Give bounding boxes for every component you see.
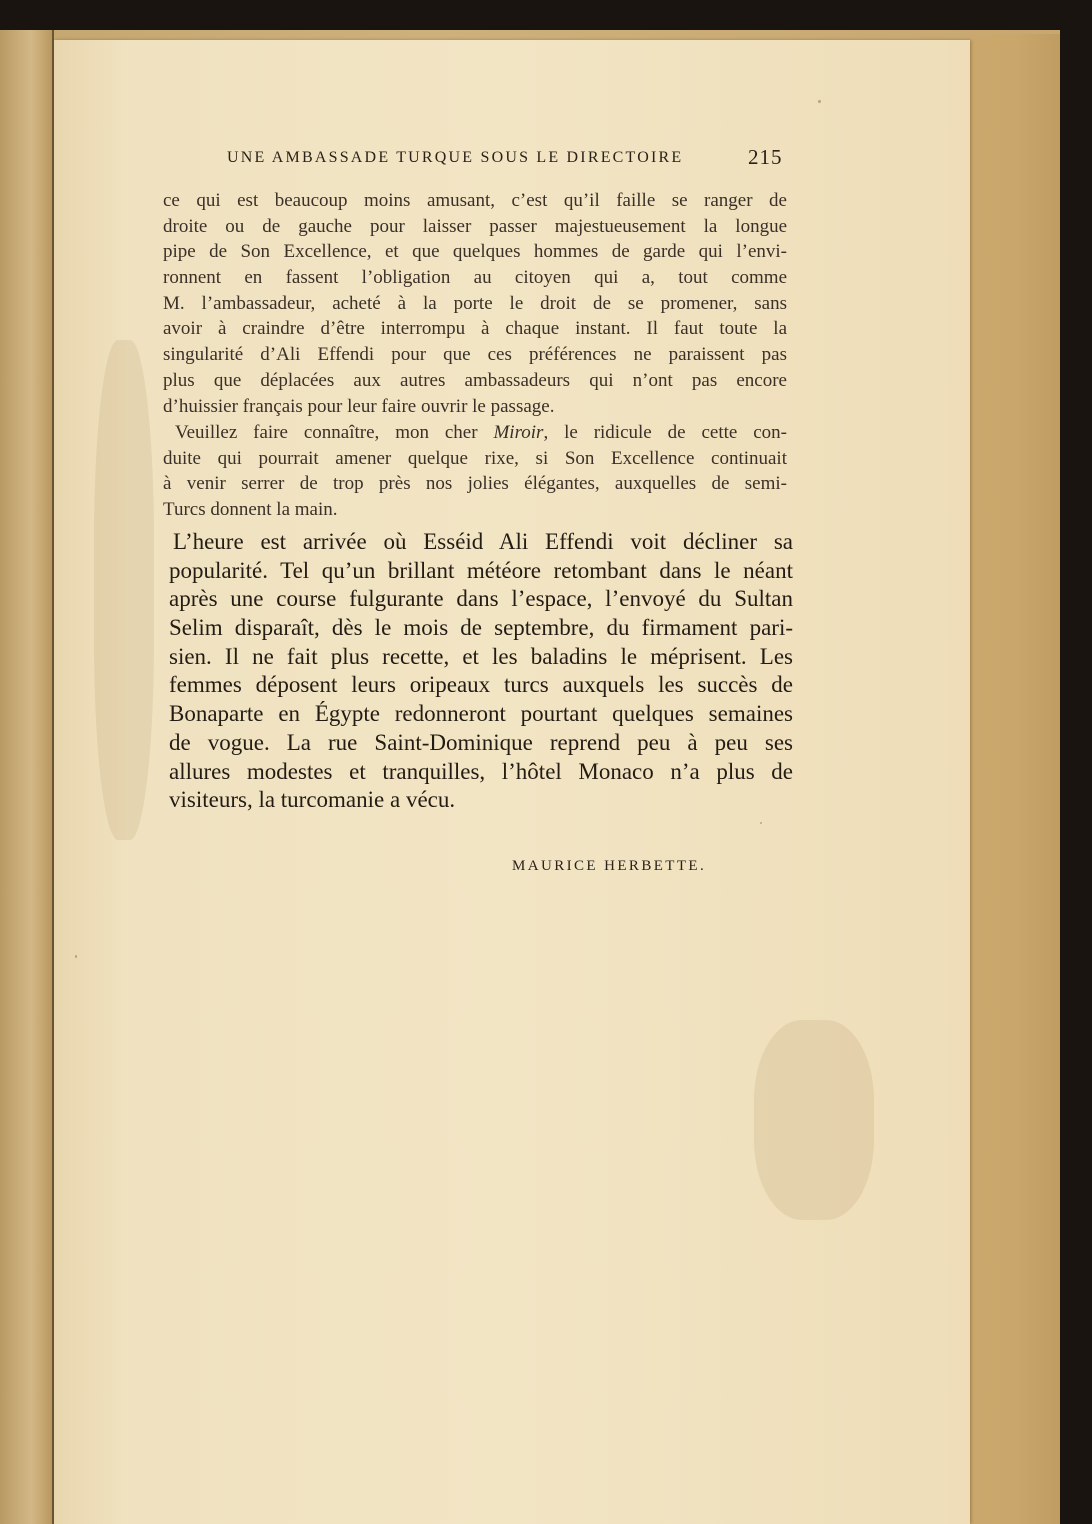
page-number: 215 — [748, 145, 783, 169]
text-line: à venir serrer de trop près nos jolies élégantes, auxquelles de semi- — [163, 473, 787, 495]
italic-title: Miroir — [493, 422, 544, 443]
running-title: UNE AMBASSADE TURQUE SOUS LE DIRECTOIRE — [227, 149, 684, 166]
book-edge-right — [968, 34, 1060, 1524]
text-line: de vogue. La rue Saint-Dominique reprend peu à peu ses — [169, 729, 793, 755]
quoted-passage-2 — [163, 420, 787, 523]
speck — [75, 955, 77, 958]
facing-page-edge — [0, 30, 54, 1524]
text-line — [163, 420, 787, 446]
text-line: plus que déplacées aux autres ambassadeurs qui n’ont pas encore — [163, 369, 787, 391]
text-line: visiteurs, la turcomanie a vécu. — [169, 787, 456, 813]
text-run: Veuillez faire connaître, mon cher — [175, 422, 494, 443]
text-line: femmes déposent leurs oripeaux turcs auxquels les succès de — [169, 672, 793, 698]
text-line: singularité d’Ali Effendi pour que ces préférences ne paraissent pas — [163, 344, 787, 366]
paper-stain — [94, 340, 154, 840]
text-line: ce qui est beaucoup moins amusant, c’est qu’il faille se ranger de — [163, 190, 787, 211]
text-line: avoir à craindre d’être interrompu à chaque instant. Il faut toute la — [163, 318, 787, 340]
text-line: ronnent en fassent l’obligation au citoyen qui a, tout comme — [163, 267, 787, 289]
text-line: duite qui pourrait amener quelque rixe, si Son Excellence continuait — [163, 447, 787, 469]
running-head — [227, 145, 787, 169]
text-line: d’huissier français pour leur faire ouvrir le passage. — [163, 395, 555, 417]
author-signature: MAURICE HERBETTE. — [512, 858, 707, 874]
text-line: Selim disparaît, dès le mois de septembre, du firmament pari- — [169, 615, 793, 641]
text-line: popularité. Tel qu’un brillant météore retombant dans le néant — [169, 557, 793, 583]
body-paragraph — [169, 528, 793, 815]
text-line: allures modestes et tranquilles, l’hôtel Monaco n’a plus de — [169, 758, 793, 784]
text-line: Bonaparte en Égypte redonneront pourtant quelques semaines — [169, 701, 793, 727]
text-line: pipe de Son Excellence, et que quelques hommes de garde qui l’envi- — [163, 241, 787, 263]
speck — [818, 100, 821, 103]
text-line: droite ou de gauche pour laisser passer majestueusement la longue — [163, 215, 787, 237]
text-line: L’heure est arrivée où Esséid Ali Effendi voit décliner sa — [173, 529, 793, 554]
text-line: sien. Il ne fait plus recette, et les baladins le méprisent. Les — [169, 643, 793, 669]
text-run: , le ridicule de cette con- — [543, 422, 787, 443]
text-line: Turcs donnent la main. — [163, 499, 338, 521]
text-line: après une course fulgurante dans l’espace, l’envoyé du Sultan — [169, 586, 793, 612]
speck — [760, 822, 762, 824]
paper-stain — [754, 1020, 874, 1220]
quoted-passage — [163, 188, 787, 419]
text-line: M. l’ambassadeur, acheté à la porte le droit de se promener, sans — [163, 292, 787, 314]
